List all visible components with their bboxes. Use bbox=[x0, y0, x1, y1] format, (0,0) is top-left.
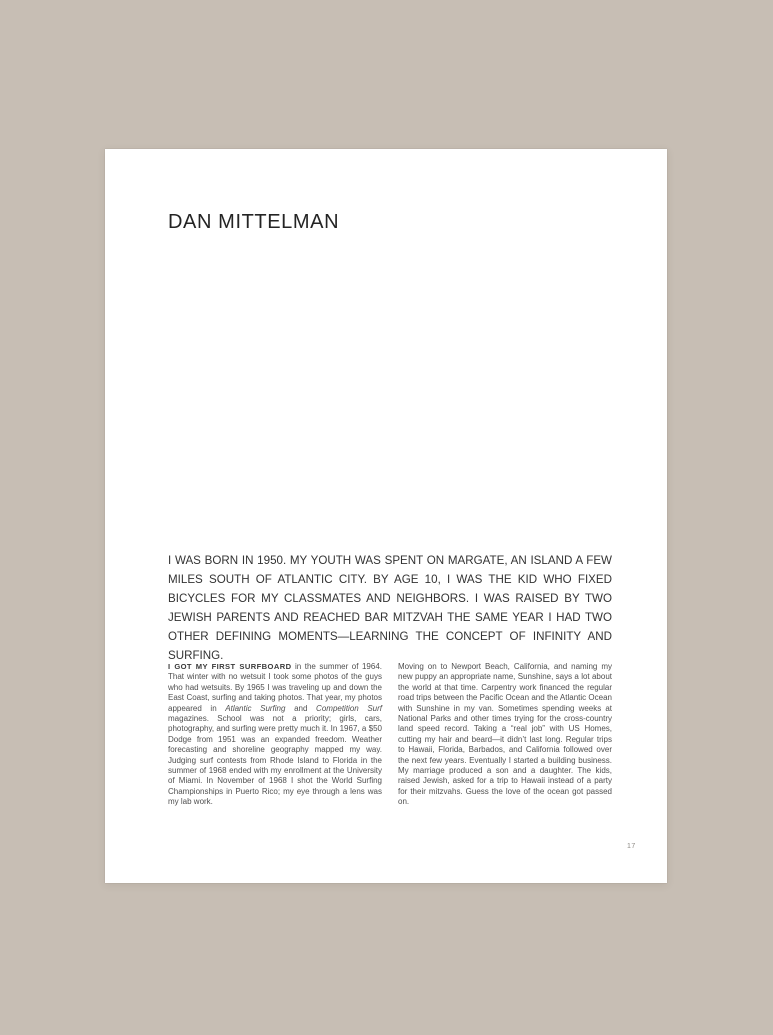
lead-in-text: I GOT MY FIRST SURFBOARD bbox=[168, 662, 292, 671]
intro-paragraph: I WAS BORN IN 1950. MY YOUTH WAS SPENT ON MARGATE, AN ISLAND A FEW MILES SOUTH OF ATLANTIC CITY. BY AGE 10, I WAS THE KID WHO FIXED BICYCLES FOR MY CLASSMATES AND NEIGHBORS. I WAS RAISED BY TWO JEWISH PARENTS AND REACHED BAR MITZVAH THE SAME YEAR I HAD TWO OTHER DEFINING MOMENTS—LEARNING THE CONCEPT OF INFINITY AND SURFING. bbox=[168, 554, 612, 662]
page-title: DAN MITTELMAN bbox=[168, 211, 340, 233]
body-text-segment: and bbox=[285, 703, 317, 713]
body-column-left bbox=[168, 662, 382, 808]
body-text-segment: magazines. School was not a priority; girls, cars, photography, and surfing were pretty much it. In 1967, a $50 Dodge from 1951 was an expanded freedom. Weather forecasting and shoreline geography mapped my way. Judging surf contests from Rhode Island to Florida in the summer of 1968 ended with my enrollment at the University of Miami. In November of 1968 I shot the World Surfing Championships in Puerto Rico; my eye through a lens was my lab work. bbox=[168, 714, 382, 807]
body-columns bbox=[168, 662, 612, 808]
magazine-title-italic: Competition Surf bbox=[316, 703, 383, 713]
body-text-segment: in the summer of 1964. That winter with no wetsuit I took some photos of the guys who had wetsuits. By 1965 I was traveling up and down the East Coast, surfing and taking photos. That year, my photos appeared in bbox=[168, 662, 382, 713]
body-column-right: Moving on to Newport Beach, California, and naming my new puppy an appropriate name, Sunshine, says a lot about the world at that time. Carpentry work financed the regular road trips between the Pacific Ocean and the Atlantic Ocean with Sunshine in my van. Sometimes spending weeks at National Parks and other times trying for the cross-country land speed record. Taking a “real job” with US Homes, cutting my hair and beard—it didn’t last long. Regular trips to Hawaii, Florida, Barbados, and California followed over the next few years. Eventually I started a building business. My marriage produced a son and a daughter. The kids, raised Jewish, asked for a trip to Hawaii instead of a party for their mitzvahs. Guess the love of the ocean got passed on. bbox=[398, 662, 612, 807]
page-number: 17 bbox=[627, 843, 636, 850]
magazine-title-italic: Atlantic Surfing bbox=[225, 703, 286, 713]
book-page bbox=[105, 149, 667, 883]
